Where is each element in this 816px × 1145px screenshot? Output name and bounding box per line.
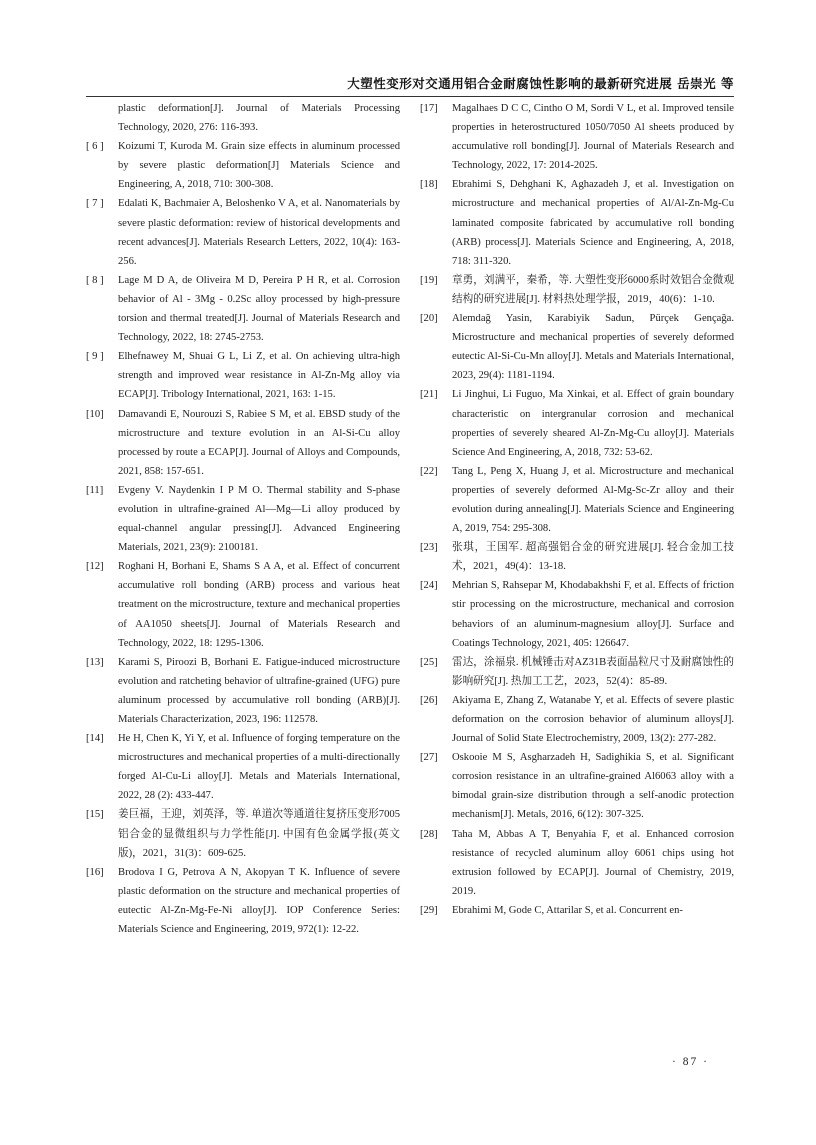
reference-item: [86, 481, 400, 557]
reference-number: [17]: [420, 103, 438, 114]
reference-item: [420, 825, 734, 901]
left-column: [86, 99, 400, 939]
reference-text: 章勇，刘满平，秦希，等. 大塑性变形6000系时效铝合金微观结构的研究进展[J]. 材料热处理学报，2019，40(6)：1-10.: [452, 274, 734, 305]
reference-text: 姜巨福，王迎，刘英泽，等. 单道次等通道往复挤压变形7005铝合金的显微组织与力学性能[J]. 中国有色金属学报(英文版)，2021，31(3)：609-625.: [118, 809, 400, 859]
reference-number: [ 6 ]: [86, 141, 104, 153]
reference-text: Karami S, Piroozi B, Borhani E. Fatigue-induced microstructure evolution and ratcheting behavior of ultrafine-grained (UFG) pure aluminum processed by accumulative roll bonding (ARB)[J]. Materials Characterization, 2023, 196: 112578.: [118, 656, 400, 725]
reference-item: [420, 538, 734, 576]
reference-item: [420, 175, 734, 270]
reference-item: [86, 194, 400, 270]
reference-text: Alemdağ Yasin, Karabiyik Sadun, Pürçek Gençağa. Microstructure and mechanical properties of severely deformed eutectic Al-Si-Cu-Mn alloy[J]. Metals and Materials International, 2023, 29(4): 1181-1194.: [452, 313, 734, 382]
reference-number: [24]: [420, 580, 438, 592]
reference-text: 雷达，涂福泉. 机械锤击对AZ31B表面晶粒尺寸及耐腐蚀性的影响研究[J]. 热加工工艺，2023，52(4)：85-89.: [452, 656, 734, 687]
page-number: · 87 ·: [672, 1056, 709, 1068]
reference-number: [20]: [420, 313, 438, 325]
reference-number: [27]: [420, 752, 438, 764]
reference-number: [26]: [420, 694, 438, 706]
reference-item: [420, 653, 734, 691]
reference-item: [420, 748, 734, 824]
reference-item: [420, 576, 734, 652]
right-column: [420, 99, 734, 920]
reference-number: [15]: [86, 809, 104, 821]
left-reference-list: [86, 137, 400, 939]
reference-text: Ebrahimi S, Dehghani K, Aghazadeh J, et al. Investigation on microstructure and mechanical properties of Al/Al-Zn-Mg-Cu laminated composite fabricated by accumulative roll bonding (ARB) process[J]. Materials Science and Engineering, A, 2018, 718: 311-320.: [452, 179, 734, 267]
reference-item: [86, 557, 400, 652]
reference-item: [86, 405, 400, 481]
reference-continuation: plastic deformation[J]. Journal of Materials Processing Technology, 2020, 276: 116-393.: [118, 103, 400, 134]
reference-text: Magalhaes D C C, Cintho O M, Sordi V L, et al. Improved tensile properties in heterostructured 1050/7050 Al sheets produced by accumulative roll bonding[J]. Journal of Materials Research and Technology, 2022, 17: 2014-2025.: [452, 103, 734, 172]
running-header: 大塑性变形对交通用铝合金耐腐蚀性影响的最新研究进展 岳崇光 等: [347, 76, 734, 91]
reference-item: [420, 271, 734, 309]
reference-number: [19]: [420, 274, 438, 286]
reference-text: Lage M D A, de Oliveira M D, Pereira P H R, et al. Corrosion behavior of Al - 3Mg - 0.2Sc alloy processed by high-pressure torsion and thermal treated[J]. Journal of Materials Research and Technology, 2022, 18: 2745-2753.: [118, 274, 400, 344]
reference-item: [86, 805, 400, 862]
reference-number: [25]: [420, 656, 438, 668]
reference-number: [ 8 ]: [86, 274, 104, 286]
reference-item: [86, 137, 400, 194]
reference-text: Roghani H, Borhani E, Shams S A A, et al. Effect of concurrent accumulative roll bonding (ARB) process and various heat treatment on the microstructure, texture and mechanical properties of AA1050 sheets[J]. Journal of Materials Research and Technology, 2022, 18: 1295-1306.: [118, 561, 400, 649]
reference-text: He H, Chen K, Yi Y, et al. Influence of forging temperature on the microstructures and mechanical properties of a multi-directionally forged Al-Cu-Li alloy[J]. Metals and Materials International, 2022, 28 (2): 433-447.: [118, 733, 400, 802]
reference-item: [86, 271, 400, 347]
right-reference-list: [420, 99, 734, 920]
reference-number: [11]: [86, 484, 104, 496]
reference-number: [22]: [420, 465, 438, 477]
reference-number: [28]: [420, 828, 438, 840]
reference-item: [86, 863, 400, 939]
reference-text: Damavandi E, Nourouzi S, Rabiee S M, et al. EBSD study of the microstructure and texture evolution in an Al-Si-Cu alloy processed by route a ECAP[J]. Journal of Alloys and Compounds, 2021, 858: 157-651.: [118, 408, 400, 477]
reference-text: Li Jinghui, Li Fuguo, Ma Xinkai, et al. Effect of grain boundary characteristic on intergranular corrosion and mechanical properties of severely sheared Al-Zn-Mg-Cu alloy[J]. Materials Science And Engineering, A, 2018, 732: 53-62.: [452, 389, 734, 458]
reference-number: [14]: [86, 733, 104, 745]
reference-text: Mehrian S, Rahsepar M, Khodabakhshi F, et al. Effects of friction stir processing on the microstructure, mechanical and corrosion behaviors of an aluminum-magnesium alloy[J]. Surface and Coatings Technology, 2021, 405: 126647.: [452, 580, 734, 649]
reference-text: Edalati K, Bachmaier A, Beloshenko V A, et al. Nanomaterials by severe plastic deformation: review of historical developments and recent advances[J]. Materials Research Letters, 2022, 10(4): 163-256.: [118, 198, 400, 267]
reference-number: [29]: [420, 904, 438, 916]
reference-text: Oskooie M S, Asgharzadeh H, Sadighikia S, et al. Significant corrosion resistance in an ultrafine-grained Al6063 alloy with a bimodal grain-size distribution through a self-anodic protection mechanism[J]. Metals, 2016, 6(12): 307-325.: [452, 752, 734, 821]
reference-number: [16]: [86, 866, 104, 878]
reference-text: Evgeny V. Naydenkin I P M O. Thermal stability and S-phase evolution in ultrafine-grained Al—Mg—Li alloy produced by equal-channel angular pressing[J]. Advanced Engineering Materials, 2021, 23(9): 2100181.: [118, 484, 400, 554]
reference-text: Elhefnawey M, Shuai G L, Li Z, et al. On achieving ultra-high strength and improved wear resistance in Al-Zn-Mg alloy via ECAP[J]. Tribology International, 2021, 163: 1-15.: [118, 351, 400, 401]
reference-text: Koizumi T, Kuroda M. Grain size effects in aluminum processed by severe plastic deformation[J] Materials Science and Engineering, A, 2018, 710: 300-308.: [118, 141, 400, 191]
reference-number: [ 7 ]: [86, 198, 104, 210]
reference-item: [420, 309, 734, 385]
header-rule: [86, 96, 734, 97]
reference-number: [ 9 ]: [86, 351, 104, 363]
reference-item: [420, 99, 734, 175]
reference-number: [10]: [86, 408, 104, 420]
reference-text: Ebrahimi M, Gode C, Attarilar S, et al. Concurrent en-: [452, 904, 683, 916]
reference-item: [86, 653, 400, 729]
reference-text: Brodova I G, Petrova A N, Akopyan T K. Influence of severe plastic deformation on the structure and mechanical properties of eutectic Al-Zn-Mg-Fe-Ni alloy[J]. IOP Conference Series: Materials Science and Engineering, 2019, 972(1): 12-22.: [118, 866, 400, 936]
reference-number: [23]: [420, 542, 438, 554]
reference-item: [420, 901, 734, 920]
reference-number: [13]: [86, 656, 104, 668]
reference-number: [12]: [86, 561, 104, 573]
reference-item: [420, 691, 734, 748]
reference-text: Akiyama E, Zhang Z, Watanabe Y, et al. Effects of severe plastic deformation on the corrosion behavior of aluminum alloys[J]. Journal of Solid State Electrochemistry, 2009, 13(2): 277-282.: [452, 694, 734, 745]
reference-text: Taha M, Abbas A T, Benyahia F, et al. Enhanced corrosion resistance of recycled aluminum alloy 6061 chips using hot extrusion followed by ECAP[J]. Journal of Chemistry, 2019, 2019.: [452, 828, 734, 897]
reference-text: Tang L, Peng X, Huang J, et al. Microstructure and mechanical properties of severely deformed Al-Mg-Sc-Zr alloy and their evolution during annealing[J]. Materials Science and Engineering A, 2019, 754: 295-308.: [452, 465, 734, 535]
reference-item: [86, 729, 400, 805]
reference-item: [86, 347, 400, 404]
reference-item: [420, 462, 734, 538]
reference-number: [21]: [420, 389, 438, 401]
reference-text: 张琪，王国军. 超高强铝合金的研究进展[J]. 轻合金加工技术，2021，49(4)：13-18.: [452, 542, 734, 573]
reference-item: [420, 385, 734, 461]
reference-number: [18]: [420, 179, 438, 191]
